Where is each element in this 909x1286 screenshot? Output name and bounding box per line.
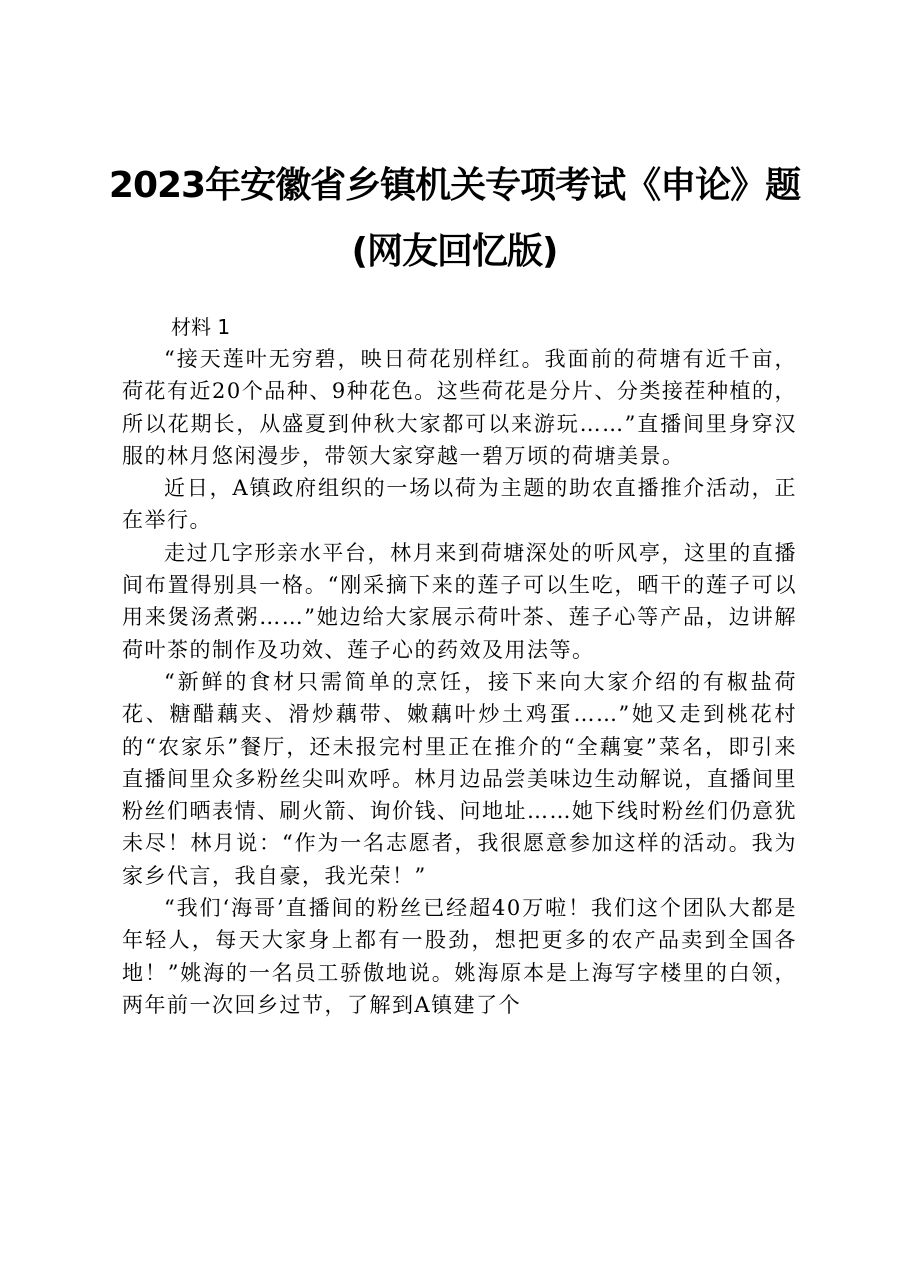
document-title: 2023年安徽省乡镇机关专项考试《申论》题	[108, 165, 801, 206]
paragraph: “接天莲叶无穷碧，映日荷花别样红。我面前的荷塘有近千亩，荷花有近20个品种、9种花色。这些荷花是分片、分类接茬种植的，所以花期长，从盛夏到仲秋大家都可以来游玩……”直播间里身穿汉服的林月悠闲漫步，带领大家穿越一碧万顷的荷塘美景。	[122, 347, 797, 468]
section-label: 材料 1	[171, 315, 231, 339]
paragraph: “我们‘海哥’直播间的粉丝已经超40万啦！我们这个团队大都是年轻人，每天大家身上都有一股劲，想把更多的农产品卖到全国各地！”姚海的一名员工骄傲地说。姚海原本是上海写字楼里的白领，两年前一次回乡过节，了解到A镇建了个	[122, 896, 797, 1017]
material-body	[122, 343, 797, 1021]
document-subtitle: (网友回忆版)	[351, 231, 558, 272]
paragraph: 近日，A镇政府组织的一场以荷为主题的助农直播推介活动，正在举行。	[122, 476, 797, 533]
paragraph: “新鲜的食材只需简单的烹饪，接下来向大家介绍的有椒盐荷花、糖醋藕夹、滑炒藕带、嫩藕叶炒土鸡蛋……”她又走到桃花村的“农家乐”餐厅，还未报完村里正在推介的“全藕宴”菜名，即引来直播间里众多粉丝尖叫欢呼。林月边品尝美味边生动解说，直播间里粉丝们晒表情、刷火箭、询价钱、问地址……她下线时粉丝们仍意犹未尽！林月说：“作为一名志愿者，我很愿意参加这样的活动。我为家乡代言，我自豪，我光荣！”	[122, 669, 797, 888]
paragraph: 走过几字形亲水平台，林月来到荷塘深处的听风亭，这里的直播间布置得别具一格。“刚采摘下来的莲子可以生吃，晒干的莲子可以用来煲汤煮粥……”她边给大家展示荷叶茶、莲子心等产品，边讲解荷叶茶的制作及功效、莲子心的药效及用法等。	[122, 540, 797, 662]
